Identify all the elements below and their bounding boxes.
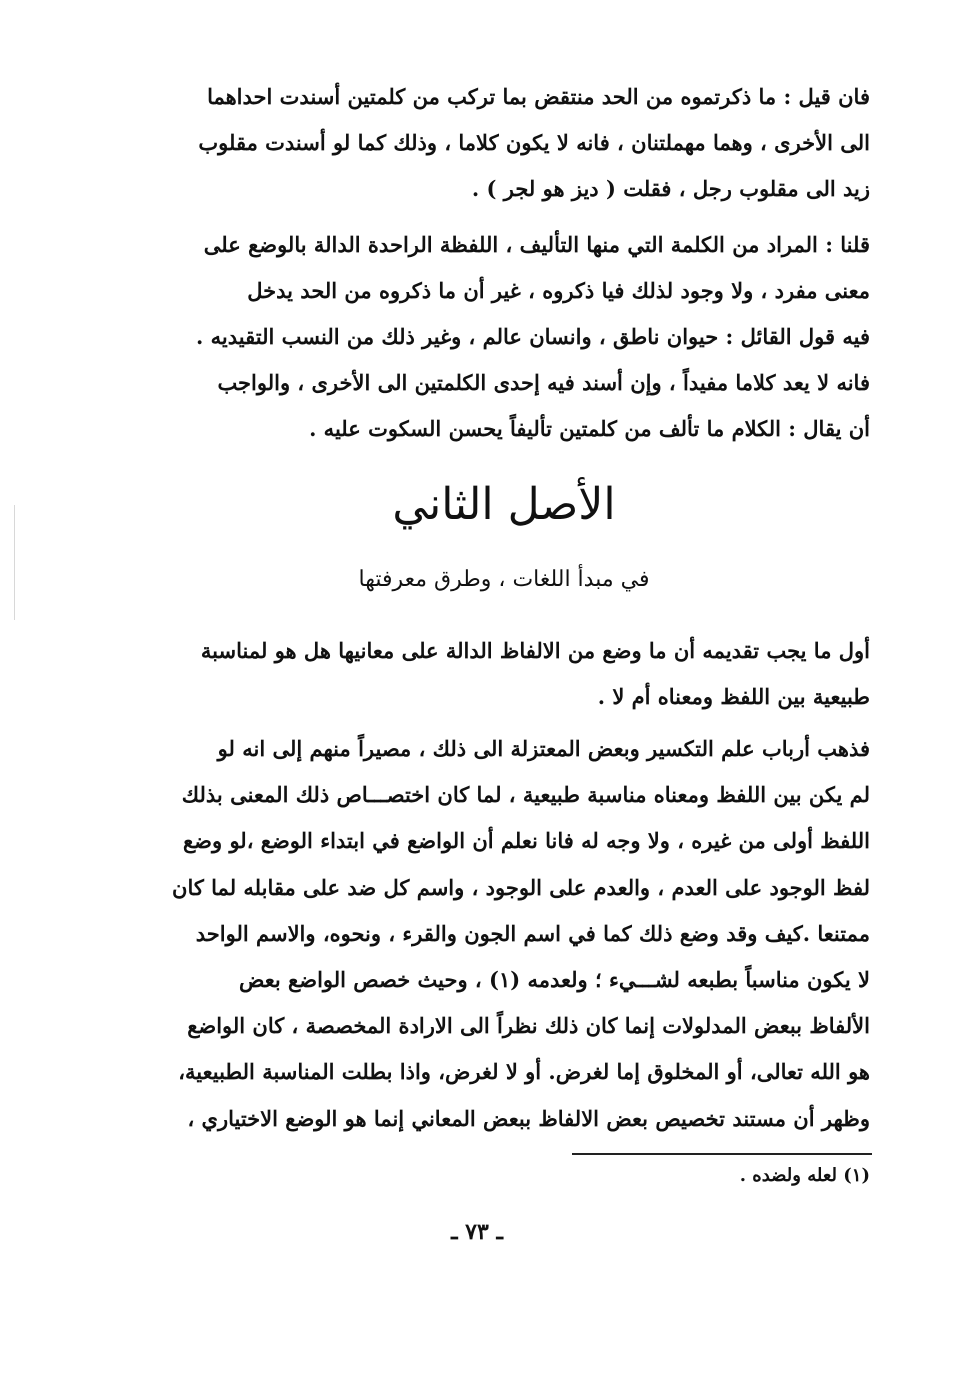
paragraph-question [138, 628, 870, 720]
text-line: لفظ الوجود على العدم ، والعدم على الوجود ، واسم كل ضد على مقابله لما كان [172, 874, 870, 900]
text-line: معنى مفرد ، ولا وجود لذلك فيا ذكروه ، غير أن ما ذكروه من الحد يدخل [247, 278, 870, 303]
text-line: فذهب أرباب علم التكسير وبعض المعتزلة الى ذلك ، مصيراً منهم إلى انه لو [217, 736, 870, 761]
text-line: لا يكون مناسباً بطبعه لشـــيء ؛ ولعدمه (١) ، وحيث خصص الواضع بعض [239, 967, 870, 993]
text-line: قلنا : المراد من الكلمة التي منها التأليف ، اللفظة الراحدة الدالة بالوضع على [203, 232, 870, 257]
text-line: اللفظ أولى من غيره ، ولا وجه له فانا نعلم أن الواضع في ابتداء الوضع ،لو وضع [183, 828, 870, 854]
text-line: طبيعية بين اللفظ ومعناه أم لا . [597, 684, 870, 709]
text-line: أن يقال : الكلام ما تألف من كلمتين تأليفاً يحسن السكوت عليه . [309, 416, 870, 441]
text-line: لم يكن بين اللفظ ومعناه مناسبة طبيعية ، لما كان اختصـــاص ذلك المعنى بذلك [181, 782, 870, 808]
text-line: زيد الى مقلوب رجل ، فقلت ( ديز هو لجر ) . [471, 176, 870, 201]
section-subheading: في مبدأ اللغات ، وطرق معرفتها [358, 567, 650, 592]
text-line: فانه لا يعد كلاما مفيداً ، وإن أسند فيه إحدى الكلمتين الى الأخرى ، والواجب [217, 370, 870, 395]
footnote-divider [572, 1153, 872, 1155]
text-line: فان قيل : ما ذكرتموه من الحد منتقض بما تركب من كلمتين أسندت احداهما [207, 84, 870, 109]
section-heading: الأصل الثاني [392, 479, 616, 530]
text-line: الى الأخرى ، وهما مهملتنان ، فانه لا يكون كلاما ، وذلك كما لو أسندت مقلوب [198, 130, 870, 155]
text-line: ممتنعا .كيف وقد وضع ذلك كما في اسم الجون والقرء ، ونحوه، والاسم الواحد [195, 920, 870, 946]
footnote: (١) لعله ولضده . [739, 1165, 870, 1186]
text-line: وظهر أن مستند تخصيص بعض الالفاظ ببعض المعاني إنما هو الوضع الاختياري ، [187, 1105, 870, 1131]
paragraph-reply [138, 222, 870, 452]
text-line: فيه قول القائل : حيوان ناطق ، وانسان عالم ، وغير ذلك من النسب التقيديه . [196, 324, 870, 349]
text-line: الألفاظ ببعض المدلولات إنما كان ذلك نظراً الى الارادة المخصصة ، كان الواضع [187, 1013, 870, 1039]
page-number: ـ ٧٣ ـ [451, 1219, 503, 1245]
paragraph-opinions [138, 726, 870, 1142]
scan-margin-mark [14, 505, 15, 620]
paragraph-objection [138, 74, 870, 212]
text-line: هو الله تعالى، أو المخلوق إما لغرض. أو لا لغرض، واذا بطلت المناسبة الطبيعية، [178, 1059, 870, 1085]
text-line: أول ما يجب تقديمه أن ما وضع من الالفاظ الدالة على معانيها هل هو لمناسبة [200, 638, 870, 663]
